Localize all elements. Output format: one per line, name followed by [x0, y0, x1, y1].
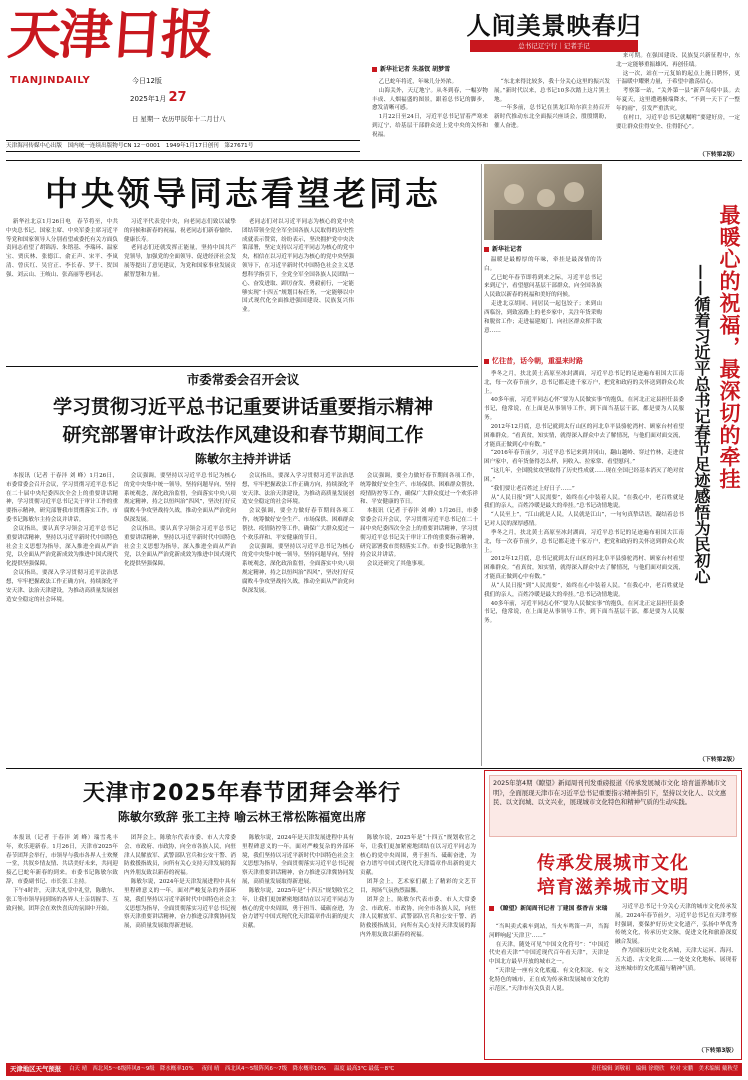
sf-title: 天津市2025年春节团拜会举行 [82, 781, 402, 806]
paragraph: 老同志们还就发挥正能量，坚持中国共产党领导，加强党的全面领导、促进经济社会发展等提出了意见建议，为党和国家事业发展贡献智慧和力量。 [124, 245, 236, 278]
sf-col-1 [6, 834, 118, 1058]
paragraph: 陈敏尔说，2025年是“十四五”规划收官之年，让我们更加紧密地团结在以习近平同志为核心的党中央周围，勇于担当、砥砺奋进，为奋力谱写中国式现代化天津篇章作出新的更大贡献。 [242, 887, 354, 930]
photo-icon [484, 164, 602, 240]
sc-title-line1: 学习贯彻习近平总书记重要讲话重要指示精神 [52, 396, 433, 418]
feature-top-col-1 [372, 78, 488, 158]
photo-byline: 新华社记者 [484, 244, 602, 253]
lead-story [6, 164, 480, 364]
sc-title-line2: 研究部署审计政法作风建设和春节期间工作 [62, 424, 424, 446]
masthead-date-rest: 日 星期一 农历甲辰年十二月廿八 [132, 115, 226, 123]
paragraph: “东北来得比较多，我十分关心这里的振兴发展。”新时代以来，总书记10多次踏上这片黑土地。 [494, 79, 610, 103]
divider [6, 160, 742, 161]
lead-story-col-1 [6, 218, 118, 362]
feature-top-continued: （下转第2版） [699, 152, 738, 158]
square-bullet-icon [484, 359, 489, 364]
sc-col-1 [6, 472, 118, 764]
column-divider [481, 164, 482, 766]
commentary-col-2 [484, 370, 684, 756]
commentary-continued: （下转第2版） [699, 757, 738, 763]
paragraph: 季冬之月，扶北黄土高原至冰封湖面，习近平总书记的足迹遍布祖国大江南北，每一次春节前夕，总书记都走进千家万户，把党和政府的关怀送到群众心坎上。 [484, 529, 684, 554]
paragraph: 陈敏尔说，2024年是天津发展进程中具有里程碑意义的一年。面对严峻复杂的外部环境，我们坚持以习近平新时代中国特色社会主义思想为指导，全面贯彻落实习近平总书记视察天津重要讲话精神，奋力推进京津冀协同发展，高质量发展取得新进展。 [242, 835, 354, 886]
paragraph: 季冬之月，扶北黄土高原至冰封湖面，习近平总书记的足迹遍布祖国大江南北，每一次春节前夕，总书记都走进千家万户，把党和政府的关怀送到群众心坎上。 [484, 371, 684, 395]
lead-story-title: 中央领导同志看望老同志 [45, 174, 441, 213]
sf-subtitle: 陈敏尔致辞 张工主持 喻云林王常松陈福宽出席 [117, 810, 367, 824]
sc-kicker: 市委常委会召开会议 [186, 372, 300, 387]
paragraph: “当叫卖式乘车到站，当火车鸣笛一声，当海河畔响起‘天津卫’……” [489, 924, 609, 939]
paragraph: 在天津，随处可见“中国文化符号”：“中国近代史看天津”“中国近现代百年看天津”，天津是中国北方最早开放的城市之一。 [489, 941, 609, 966]
sf-col-4 [360, 834, 476, 1058]
paragraph: 会议指出，要深入学习贯彻习近平法治思想，牢牢把握政法工作正确方向，持续深化平安天津、法治天津建设，为推动高质量发展创造安全稳定的社会环境。 [6, 570, 118, 603]
feature-top-byline: 新华社记者 朱基钗 胡梦雪 [372, 64, 482, 73]
paragraph: 考察第一站，“关外第一县”新芦岛绥中县。去年夏天，这里遭遇极端降水，“不到一天下了一整年的雨”，引发严重洪灾。 [616, 88, 740, 112]
paragraph: 陈敏尔说，2024年是天津发展进程中具有里程碑意义的一年。面对严峻复杂的外部环境，我们坚持以习近平新时代中国特色社会主义思想为指导，全面贯彻落实习近平总书记视察天津重要讲话精神，奋力推进京津冀协同发展，高质量发展取得新进展。 [124, 879, 236, 930]
paragraph: 走进北京胡同、同居民一起包饺子；来到山西临汾，到致富路上的老乡家中，关注年货采购和脱贫工作；走进福建厦门、向社区群众挥手致意…… [484, 301, 602, 334]
divider [6, 366, 478, 367]
feature-top [366, 4, 742, 160]
paragraph: 会议强调，要全力做好春节期间各项工作，统筹做好安全生产、市场保供、困难群众帮扶、疫情防控等工作，确保广大群众度过一个欢乐祥和、平安健康的节日。 [242, 508, 354, 541]
weather-label: 天津地区天气预报 [10, 1065, 62, 1073]
paragraph: 乙巳蛇年将近，年味儿分外浓。 [378, 79, 458, 85]
paragraph: 会议指出，要认真学习领会习近平总书记重要讲话精神，坚持以习近平新时代中国特色社会主义思想为指导，深入推进全面从严治党，以全面从严治党新成效为推进中国式现代化提供坚强保障。 [124, 525, 236, 568]
feature-top-title: 人间美景映春归 [466, 12, 642, 40]
paragraph: 从“人民日报”到“人民需要”，始终在心中装着人民。“在我心中，老百姓就是我们的亲人，百姓冷暖是最大的牵挂。”总书记动情地说。 [484, 494, 684, 510]
paragraph: “2016年春节前夕，习近平总书记来到井冈山，翻山越岭、穿过竹林，走进贫困户家中，看年货备得怎么样，问收入、拉家常、看望慰问。” [484, 450, 684, 466]
sc-col-2 [124, 472, 236, 764]
paragraph: 温暖是最醇厚的年味，牵挂是最深情的告白。 [484, 257, 602, 272]
sc-byline: 陈敏尔主持并讲话 [194, 452, 291, 466]
masthead-title: 天津日报 [6, 4, 215, 66]
commentary-section-heading: 忆往昔，话今朝，重温来时路 [484, 356, 684, 366]
paragraph: 团拜会上，陈敏尔代表市委、市人大常委会、市政府、市政协，向全市各族人民，向驻津人民解放军、武警部队官兵和公安干警、消防救援指战员，向所有关心支持天津发展的海内外朋友致以新春的祝福。 [360, 896, 476, 939]
paragraph: 40多年前，习近平同志心怀“要为人民做实事”的抱负，在河北正定县担任县委书记，他常说，在上面是从事领导工作，到下面当基层干部，都是要为人民服务。 [484, 600, 684, 625]
photo-placeholder [484, 164, 602, 240]
paragraph: 会议强调，要全力做好春节期间各项工作，统筹做好安全生产、市场保供、困难群众帮扶、疫情防控等工作，确保广大群众度过一个欢乐祥和、平安健康的节日。 [360, 473, 478, 506]
paragraph: “我们要让老百姓过上好日子……” [490, 485, 575, 492]
sc-col-3 [242, 472, 354, 764]
paragraph: “这几年，全国脱贫攻坚取得了历史性成就……现在全国已经基本消灭了绝对贫困。” [484, 468, 684, 483]
paragraph: 会议指出，要认真学习领会习近平总书记重要讲话精神，坚持以习近平新时代中国特色社会主义思想为指导，深入推进全面从严治党，以全面从严治党新成效为推进中国式现代化提供坚强保障。 [6, 525, 118, 568]
paragraph: 40多年前，习近平同志心怀“要为人民做实事”的抱负，在河北正定县担任县委书记，他常说，在上面是从事领导工作，到下面当基层干部，都是要为人民服务。 [484, 397, 684, 422]
lead-story-photo [360, 164, 480, 362]
paragraph: 老同志们对以习近平同志为核心的党中央团结带领全党全军全国各族人民取得的历史性成就表示赞赏，纷纷表示，坚决拥护党中央决策部署，坚定支持以习近平同志为核心的党中央，相信在以习近平同志为核心的党中央坚强领导下，在习近平新时代中国特色社会主义思想科学指引下，全党全军全国各族人民团结一心、奋发进取、踔厉奋发、勇毅前行，一定能够实现“十四五”规划目标任务，一定能够以中国式现代化全面推进强国建设、民族复兴伟业。 [242, 219, 354, 314]
masthead [6, 4, 244, 152]
weather-bar [6, 1063, 742, 1076]
paragraph: 2012年12月底，总书记就到太行山区的河北阜平县骆驼湾村、顾家台村看望困难群众。“看真贫，知实情，就得深入群众中去了解情况，与他们面对面交流，才能真正做到心中有数。” [484, 423, 684, 448]
paragraph: 在村口，习近平总书记就嘱咐“要建好房，一定要让群众住得安全、住得舒心”。 [616, 114, 740, 130]
masthead-edition: 今日12版 [132, 77, 162, 85]
paragraph: 团拜会上，陈敏尔代表市委、市人大常委会、市政府、市政协，向全市各族人民，向驻津人民解放军、武警部队官兵和公安干警、消防救援指战员，向所有关心支持天津发展的海内外朋友致以新春的祝福。 [124, 835, 236, 877]
paragraph: 这一次，站在一元复始的起点上施日聘怀，更于温暖中耀聚力量，于希望中激荡信心。 [616, 70, 740, 86]
paragraph: 本报讯（记者 于春沣 刘 峰）1月26日，市委常委会召开会议，学习贯彻习近平总书记在二十届中央纪委四次全会上的重要讲话精神，学习贯彻习近平总书记关于审计工作的重要指示精神，研究部署我市贯彻落实工作。市委书记陈敏尔主持会议并讲话。 [360, 508, 478, 559]
paragraph: 山海关外，天辽地宁。从冬到春，一幅岁物丰成、人烟福盛的图景，跟着总书记的脚步，愈发清晰可感。 [372, 87, 488, 112]
pub-info-text: 天津海河传媒中心出版 国内统一连续出版物号CN 12－0001 1949年1月17日创刊 第27671号 [6, 143, 254, 149]
sf-col-2 [124, 834, 236, 1058]
paragraph: “人民至上”，“江山就是人民，人民就是江山”，一句句真挚话语，凝结着总书记对人民的深厚感情。 [484, 512, 684, 528]
pub-info-bar [6, 140, 360, 152]
sf-col-3 [242, 834, 354, 1058]
paragraph: 来可期。在强国建设、民族复兴新征程中，东北一定能够重振雄风、再创佳绩。 [616, 53, 740, 68]
weather-temp: 温度 最高3℃ 最低－8℃ [334, 1066, 395, 1072]
paragraph: 乙巳蛇年春节即将到来之际，习近平总书记来到辽宁，看望慰问基层干部群众，向全国各族人民致以新春的祝福和美好的问候。 [484, 274, 602, 299]
right-column [484, 164, 742, 766]
paragraph: 本报讯（记者 于春沣 刘 峰）瑞雪兆丰年，欢乐迎新春。1月26日，天津市2025年春节团拜会举行，市领导与我市各界人士欢聚一堂，共叙乡情友情、共话美好未来，共同迎接乙巳蛇年新春的到来。市委书记陈敏尔致辞，市委副书记、市长张工主持。 [6, 835, 118, 886]
paragraph: 会议指出，要深入学习贯彻习近平法治思想，牢牢把握政法工作正确方向，持续深化平安天津、法治天津建设，为推动高质量发展创造安全稳定的社会环境。 [242, 473, 354, 506]
commentary-title: 最暖心的祝福，最深切的牵挂 [717, 204, 741, 490]
promo-box [484, 770, 742, 1060]
paragraph: 陈敏尔说，2025年是“十四五”规划收官之年，让我们更加紧密地团结在以习近平同志为核心的党中央周围，勇于担当、砥砺奋进，为奋力谱写中国式现代化天津篇章作出新的更大贡献。 [360, 835, 476, 877]
commentary-col-1 [484, 256, 602, 352]
standing-committee [6, 368, 480, 766]
sc-col-4 [360, 472, 478, 764]
square-bullet-icon [484, 247, 489, 252]
masthead-year: 2025年1月 [130, 95, 167, 103]
weather-day: 白天 晴 西北风5～6级阵风8～9级 降水概率10% [69, 1066, 194, 1072]
editors-credit: 责任编辑 刘敬祖 编辑 徐晓欣 校对 宋鹏 美术编辑 戴秋莹 [590, 1066, 738, 1072]
paragraph: 2012年12月底，总书记就到太行山区的河北阜平县骆驼湾村、顾家台村看望困难群众。“看真贫，知实情，就得深入群众中去了解情况，与他们面对面交流，才能真正做到心中有数。” [484, 556, 684, 581]
square-bullet-icon [372, 67, 377, 72]
paragraph: 下午4时许，天津大礼堂中礼堂，陈敏尔、张工等市领导同到场的各界人士亲切握手、互致问候。团拜会在欢快喜庆的氛围中开始。 [6, 887, 118, 912]
promo-title-line1: 传承发展城市文化 [537, 853, 689, 874]
feature-top-col-2 [494, 78, 610, 158]
paragraph: 从“人民日报”到“人民需要”，始终在心中装着人民。“在我心中，老百姓就是我们的亲人，百姓冷暖是最大的牵挂。”总书记动情地说。 [484, 582, 684, 598]
masthead-date [130, 90, 187, 105]
paragraph: 作为国家历史文化名城，天津大运河、海河、五大道、古文化街……一处处文化地标，展现着这座城市的文化底蕴与精神气质。 [615, 948, 737, 972]
promo-byline: 《瞭望》新闻周刊记者 丁建国 蔡香吉 宋瑞 [489, 903, 609, 912]
promo-col-2 [615, 903, 737, 1043]
paragraph: 会议强调，要坚持以习近平总书记为核心的党中央集中统一领导，坚持问题导向，坚持系统观念，深化政治监督，全面落实中央八项规定精神，持之以恒纠治“四风”，坚决打好反腐败斗争攻坚战持久战，推动全面从严治党向纵深发展。 [124, 473, 236, 524]
feature-top-col-3 [616, 4, 740, 150]
commentary-subtitle: ——循着习近平总书记春节足迹感悟为民初心 [692, 264, 711, 584]
feature-top-subtitle: 总书记辽宁行｜记者手记 [470, 40, 638, 52]
spring-festival [6, 770, 478, 1060]
paragraph: 习近平代表党中央，向老同志们致以诚挚的问候和新春的祝福，祝老同志们新春愉快、健康长寿。 [124, 219, 236, 243]
square-bullet-icon [489, 906, 494, 911]
divider [6, 768, 742, 769]
promo-continued: （下转第3版） [698, 1048, 737, 1054]
paragraph: 本报讯（记者 于春沣 刘 峰）1月26日，市委常委会召开会议，学习贯彻习近平总书记在二十届中央纪委四次全会上的重要讲话精神，学习贯彻习近平总书记关于审计工作的重要指示精神，研究部署我市贯彻落实工作。市委书记陈敏尔主持会议并讲话。 [6, 473, 118, 524]
paragraph: 习近平总书记十分关心天津的城市文化传承发展。2024年春节前夕，习近平总书记在天津考察时强调，要保护好历史文化遗产，弘扬中华优秀传统文化，传承历史文脉，促进文化和旅游深度融合发展。 [615, 904, 737, 946]
masthead-pinyin: TIANJINDAILY [10, 75, 91, 86]
weather-night: 夜间 晴 西北风4～5级阵风6～7级 降水概率10% [201, 1066, 327, 1072]
paragraph: 会议强调，要坚持以习近平总书记为核心的党中央集中统一领导，坚持问题导向，坚持系统观念，深化政治监督，全面落实中央八项规定精神，持之以恒纠治“四风”，坚决打好反腐败斗争攻坚战持久战，推动全面从严治党向纵深发展。 [242, 543, 354, 594]
lead-story-col-3 [242, 218, 354, 362]
promo-col-1 [489, 923, 609, 1055]
paragraph: 团拜会上，艺术家们献上了精彩的文艺节目，现场气氛热烈温馨。 [360, 879, 476, 894]
lead-story-col-2 [124, 218, 236, 362]
paragraph: “天津是一座有文化底蕴、有文化积淀、有文化特色的城市，正在成为传承和发展城市文化的示范区。”天津市有关负责人说。 [489, 968, 609, 992]
promo-title-line2: 培育滋养城市文明 [537, 877, 689, 898]
paragraph: 1月22日至24日，习近平总书记冒着严寒来到辽宁，给基层干部群众送上党中央的关怀和祝福。 [372, 114, 488, 138]
paragraph: 一年多前，总书记在黑龙江哈尔滨主持召开新时代推动东北全面振兴座谈会，殷殷期盼，催人奋进。 [494, 105, 610, 130]
paragraph: 新华社北京1月26日电 春节将至，中共中央总书记、国家主席、中央军委主席习近平等党和国家领导人分别看望或委托有关方面负责同志看望了胡锦涛、朱镕基、李瑞环、温家宝、贾庆林、张德江、俞正声、宋平、李岚清、曾庆红、吴官正、李长春、罗干、贺国强、刘云山、王岐山、张高丽等老同志。 [6, 219, 118, 278]
masthead-day: 27 [168, 90, 187, 105]
promo-intro: 2025年第4期《瞭望》新闻周刊刊发重磅报道《传承发展城市文化 培育滋养城市文明》，全面展现天津市在习近平总书记重要指示精神指引下，坚持以文化人、以文惠民、以文润城、以文兴业，展现城市文化特色和精神气质的生动实践。 [489, 775, 737, 837]
paragraph: 会议还研究了其他事项。 [366, 561, 429, 568]
